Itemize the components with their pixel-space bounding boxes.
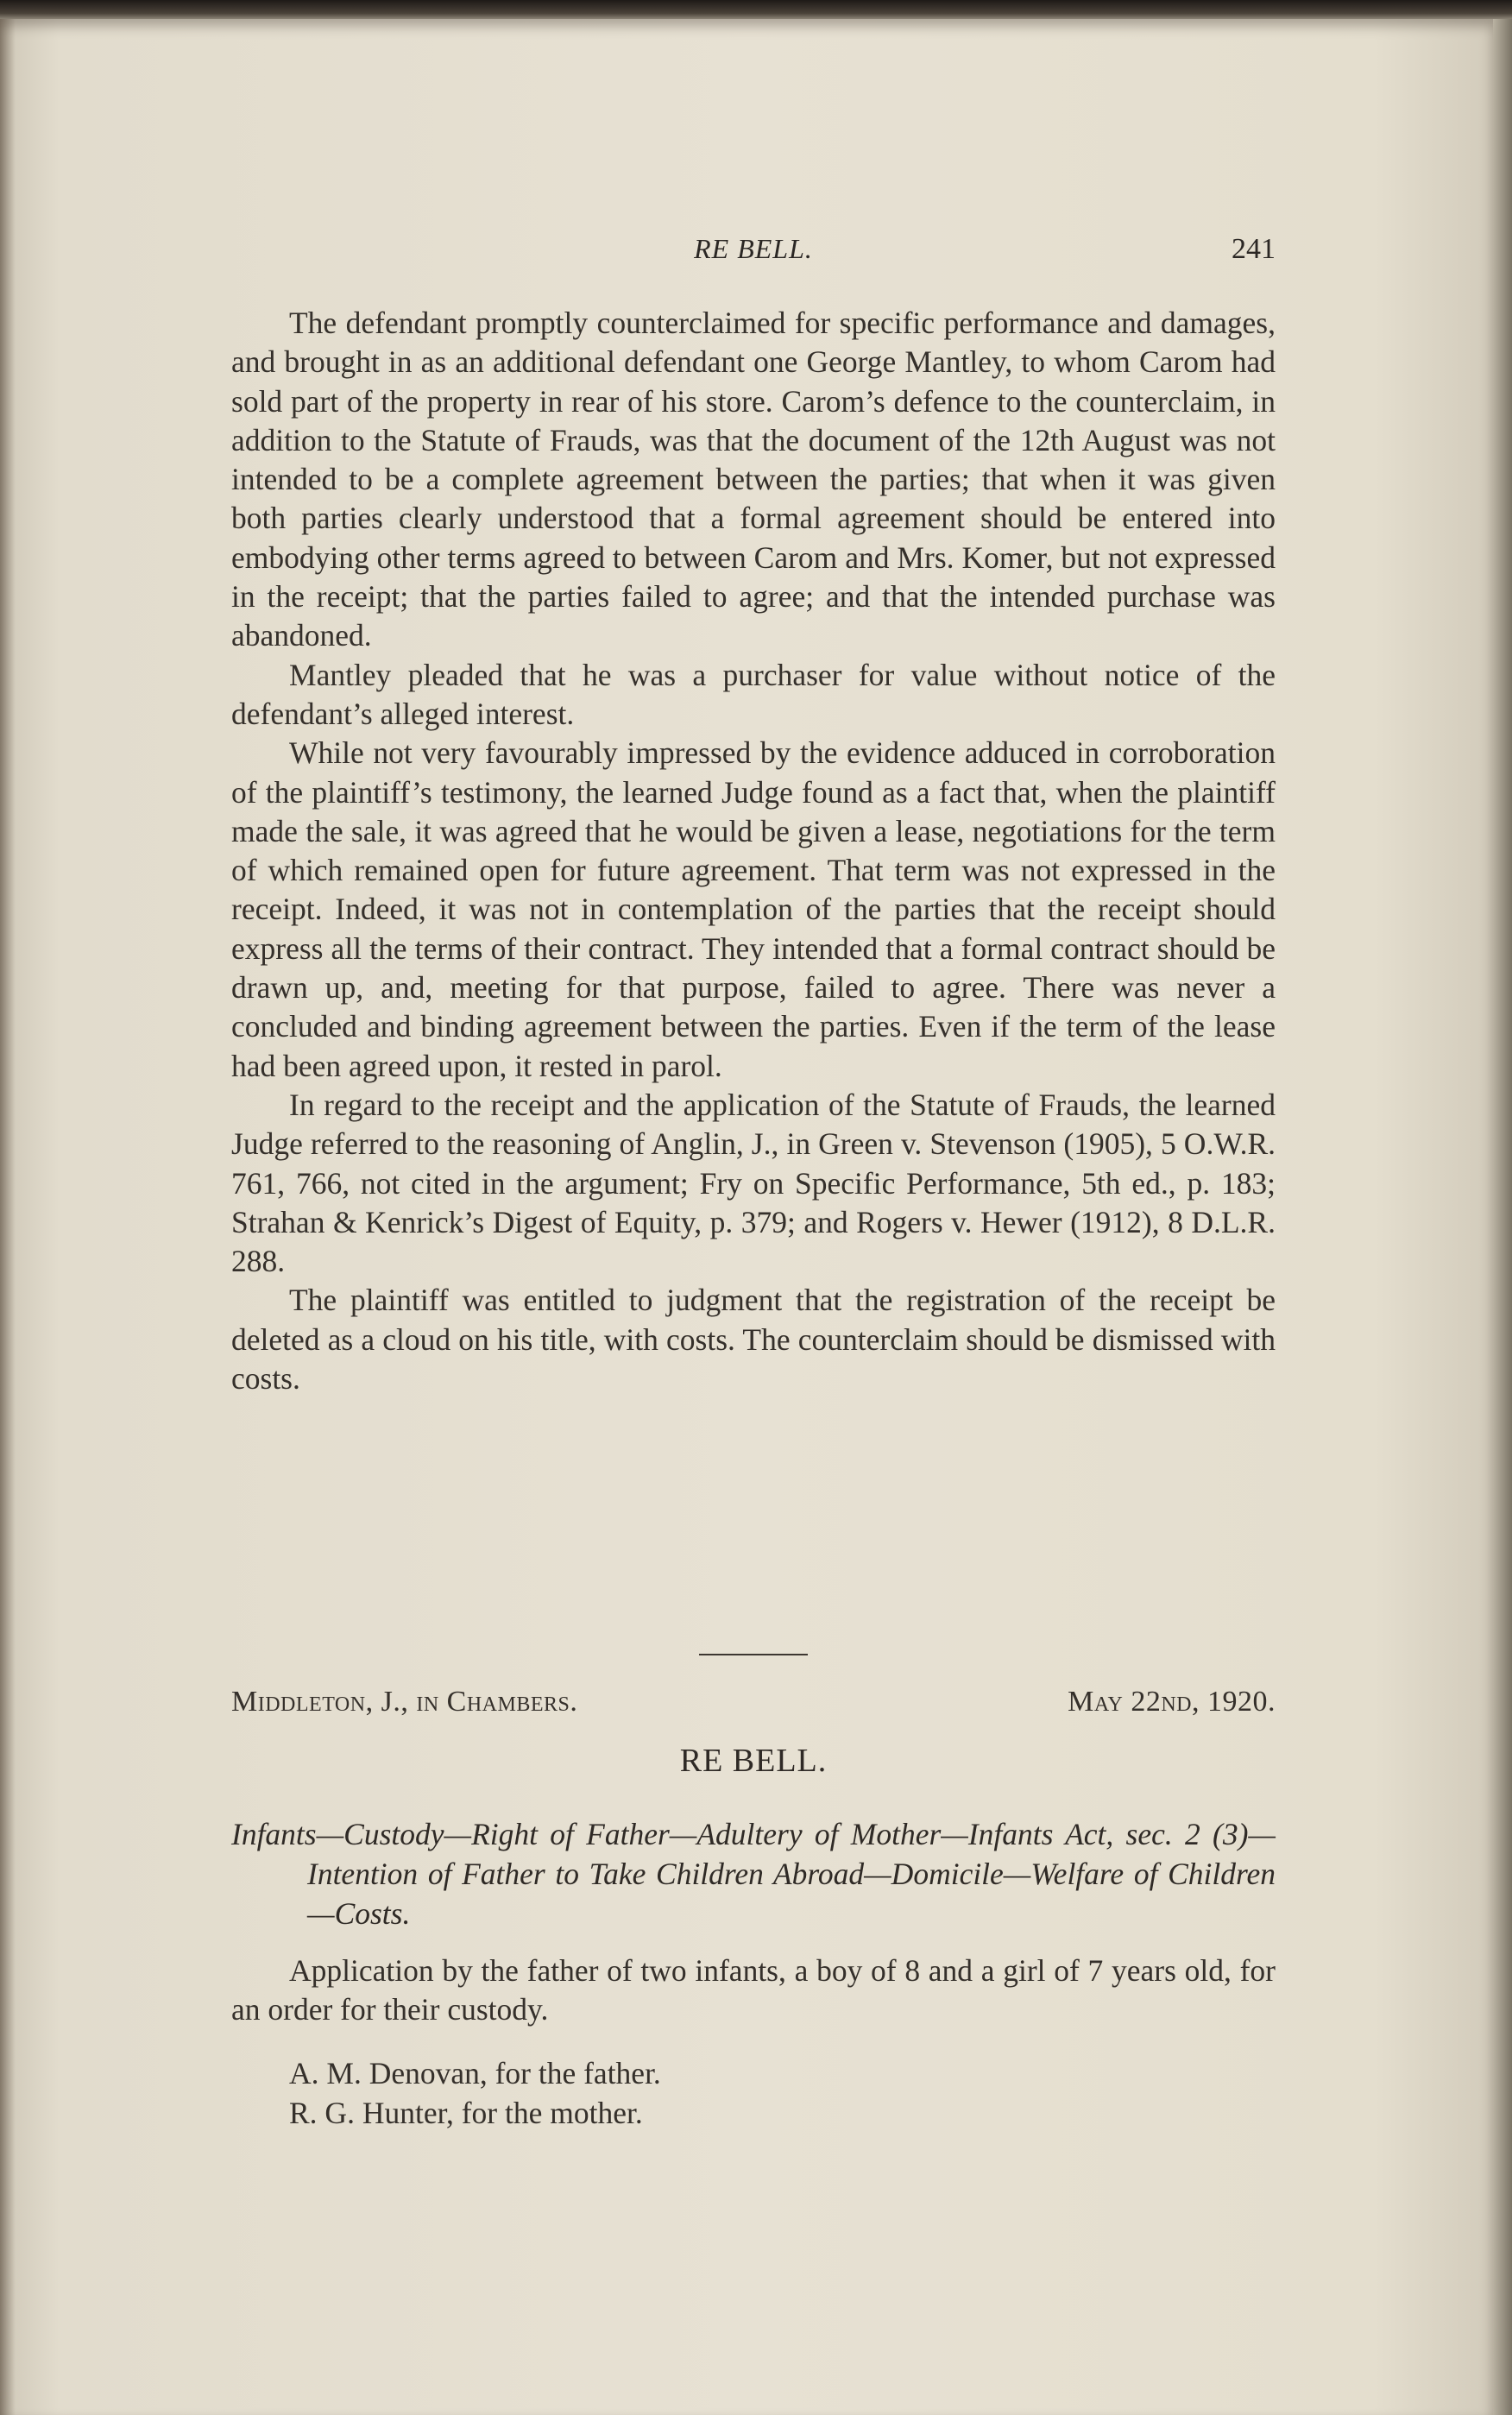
case-date: May 22nd, 1920. [1068,1686,1276,1718]
paragraph: Application by the father of two infants, a boy of 8 and a girl of 7 years old, for an order for their custody. [231,1953,1276,2027]
page-number: 241 [1232,233,1276,265]
paragraph: Mantley pleaded that he was a purchaser for value without notice of the defendant’s alleged interest. [231,657,1276,731]
paragraph: In regard to the receipt and the application of the Statute of Frauds, the learned Judge referred to the reasoning of Anglin, J., in Green v. Stevenson (1905), 5 O.W.R. 761, 766, not cited in the argument; Fry on Specific Performance, 5th ed., p. 183; Strahan & Kenrick’s Digest of Equity, p. 379; and Rogers v. Hewer (1912), 8 D.L.R. 288. [231,1087,1276,1279]
counsel-father: A. M. Denovan, for the father. [289,2056,661,2090]
running-head [231,233,1276,276]
paragraph: The defendant promptly counterclaimed for specific performance and damages, and brought in as an additional defendant one George Mantley, to whom Carom had sold part of the property in rear of his store. Carom’s defence to the counterclaim, in addition to the Statute of Frauds, was that the document of the 12th August was not intended to be a complete agreement between the parties; that when it was given both parties clearly understood that a formal agreement should be entered into embodying other terms agreed to between Carom and Mrs. Komer, but not expressed in the receipt; that the parties failed to agree; and that the intended purchase was abandoned. [231,306,1276,653]
judgment-body [231,304,1276,1398]
case-headnote: Infants—Custody—Right of Father—Adultery of Mother—Infants Act, sec. 2 (3)—Intention of Father to Take Children Abroad—Domicile—Welfare of Children—Costs. [231,1817,1276,1931]
judge-name: Middleton, J., in Chambers. [231,1686,578,1718]
spine-shadow [0,19,16,2415]
counsel-mother: R. G. Hunter, for the mother. [289,2096,643,2130]
application-paragraph [231,1952,1276,2030]
running-title: RE BELL. [694,233,813,264]
case-title: RE BELL. [679,1743,828,1779]
paragraph: The plaintiff was entitled to judgment that the registration of the receipt be deleted as a cloud on his title, with costs. The counterclaim should be dismissed with costs. [231,1283,1276,1397]
paragraph: While not very favourably impressed by the evidence adduced in corroboration of the plaintiff’s testimony, the learned Judge found as a fact that, when the plaintiff made the sale, it was agreed that he would be given a lease, negotiations for the term of which remained open for future agreement. That term was not expressed in the receipt. Indeed, it was not in contemplation of the parties that the receipt should express all the terms of their contract. They intended that a formal contract should be drawn up, and, meeting for that purpose, failed to agree. There was never a concluded and binding agreement between the parties. Even if the term of the lease had been agreed upon, it rested in parol. [231,735,1276,1083]
page-right-edge [1493,19,1512,2415]
case-court-line [231,1686,1276,1727]
section-divider [699,1654,808,1655]
book-top-edge [0,0,1512,19]
